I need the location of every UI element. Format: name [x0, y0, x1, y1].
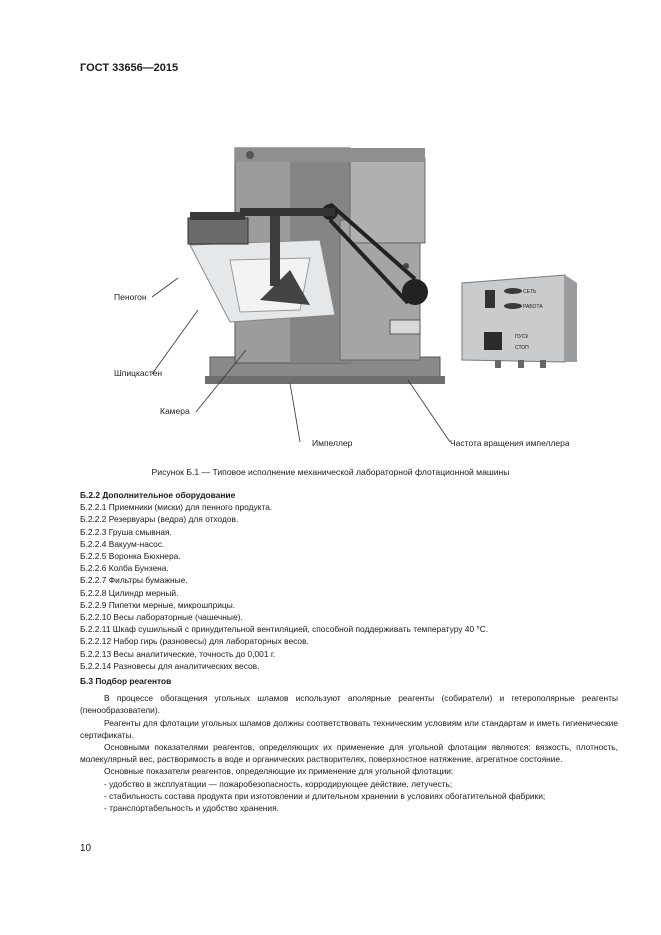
section-b3 [80, 675, 618, 814]
bullet-item: - транспортабельность и удобство хранения. [104, 803, 279, 814]
panel-pusk-label: ПУСК [515, 334, 529, 340]
panel-set-label: СЕТЬ [523, 289, 537, 295]
list-item: Б.2.2.14 Разновесы для аналитических весов. [80, 660, 260, 671]
list-item: Б.2.2.4 Вакуум-насос. [80, 538, 165, 549]
label-penogon: Пеногон [114, 292, 147, 302]
paragraph: В процессе обогащения угольных шламов используют аполярные реагенты (собиратели) и гетерополярные реагенты (пенообразователи). [80, 693, 618, 716]
panel-stop-label: СТОП [515, 345, 529, 351]
label-shpitskasten: Шпицкастен [114, 368, 163, 378]
label-kamera: Камера [160, 406, 190, 416]
section-b22 [80, 489, 618, 672]
list-item: Б.2.2.12 Набор гирь (разновесы) для лабораторных весов. [80, 636, 309, 647]
panel-rabota-label: РАБОТА [523, 304, 543, 310]
list-item: Б.2.2.3 Груша смывная. [80, 526, 172, 537]
list-item: Б.2.2.5 Воронка Бюхнера. [80, 551, 181, 562]
label-frequency: Частота вращения импеллера [450, 438, 570, 448]
page-number: 10 [80, 843, 92, 854]
bullet-item: - удобство в эксплуатации — пожаробезопасность, корродирующее действие, летучесть; [104, 778, 453, 789]
section-b22-heading: Б.2.2 Дополнительное оборудование [80, 490, 236, 500]
list-item: Б.2.2.9 Пипетки мерные, микрошприцы. [80, 599, 236, 610]
label-impeller: Импеллер [312, 438, 353, 448]
list-item: Б.2.2.2 Резервуары (ведра) для отходов. [80, 514, 239, 525]
standard-header: ГОСТ 33656—2015 [80, 62, 179, 74]
section-b3-heading: Б.3 Подбор реагентов [80, 676, 172, 686]
list-item: Б.2.2.1 Приемники (миски) для пенного продукта. [80, 502, 273, 513]
list-item: Б.2.2.6 Колба Бунзена. [80, 563, 169, 574]
list-item: Б.2.2.13 Весы аналитические, точность до 0,001 г. [80, 648, 276, 659]
list-item: Б.2.2.11 Шкаф сушильный с принудительной вентиляцией, способной поддерживать температуру 40 °С. [80, 624, 489, 635]
list-item: Б.2.2.10 Весы лабораторные (чашечные). [80, 612, 243, 623]
list-item: Б.2.2.8 Цилиндр мерный. [80, 587, 179, 598]
figure-caption: Рисунок Б.1 — Типовое исполнение механической лабораторной флотационной машины [151, 467, 510, 477]
paragraph: Реагенты для флотации угольных шламов должны соответствовать техническим условиям или стандартам и иметь гигиенические сертификаты. [80, 717, 618, 740]
list-item: Б.2.2.7 Фильтры бумажные. [80, 575, 188, 586]
paragraph: Основные показатели реагентов, определяющие их применение для угольной флотации: [104, 766, 454, 777]
bullet-item: - стабильность состава продукта при изготовлении и длительном хранении в условиях обогатительной фабрики; [104, 790, 546, 801]
paragraph: Основными показателями реагентов, определяющих их применение для угольной флотации являются: вязкость, плотность, молекулярный вес, растворимость в воде и органических растворителях, поверхностное натяжение, агрегатное состояние. [80, 742, 618, 765]
